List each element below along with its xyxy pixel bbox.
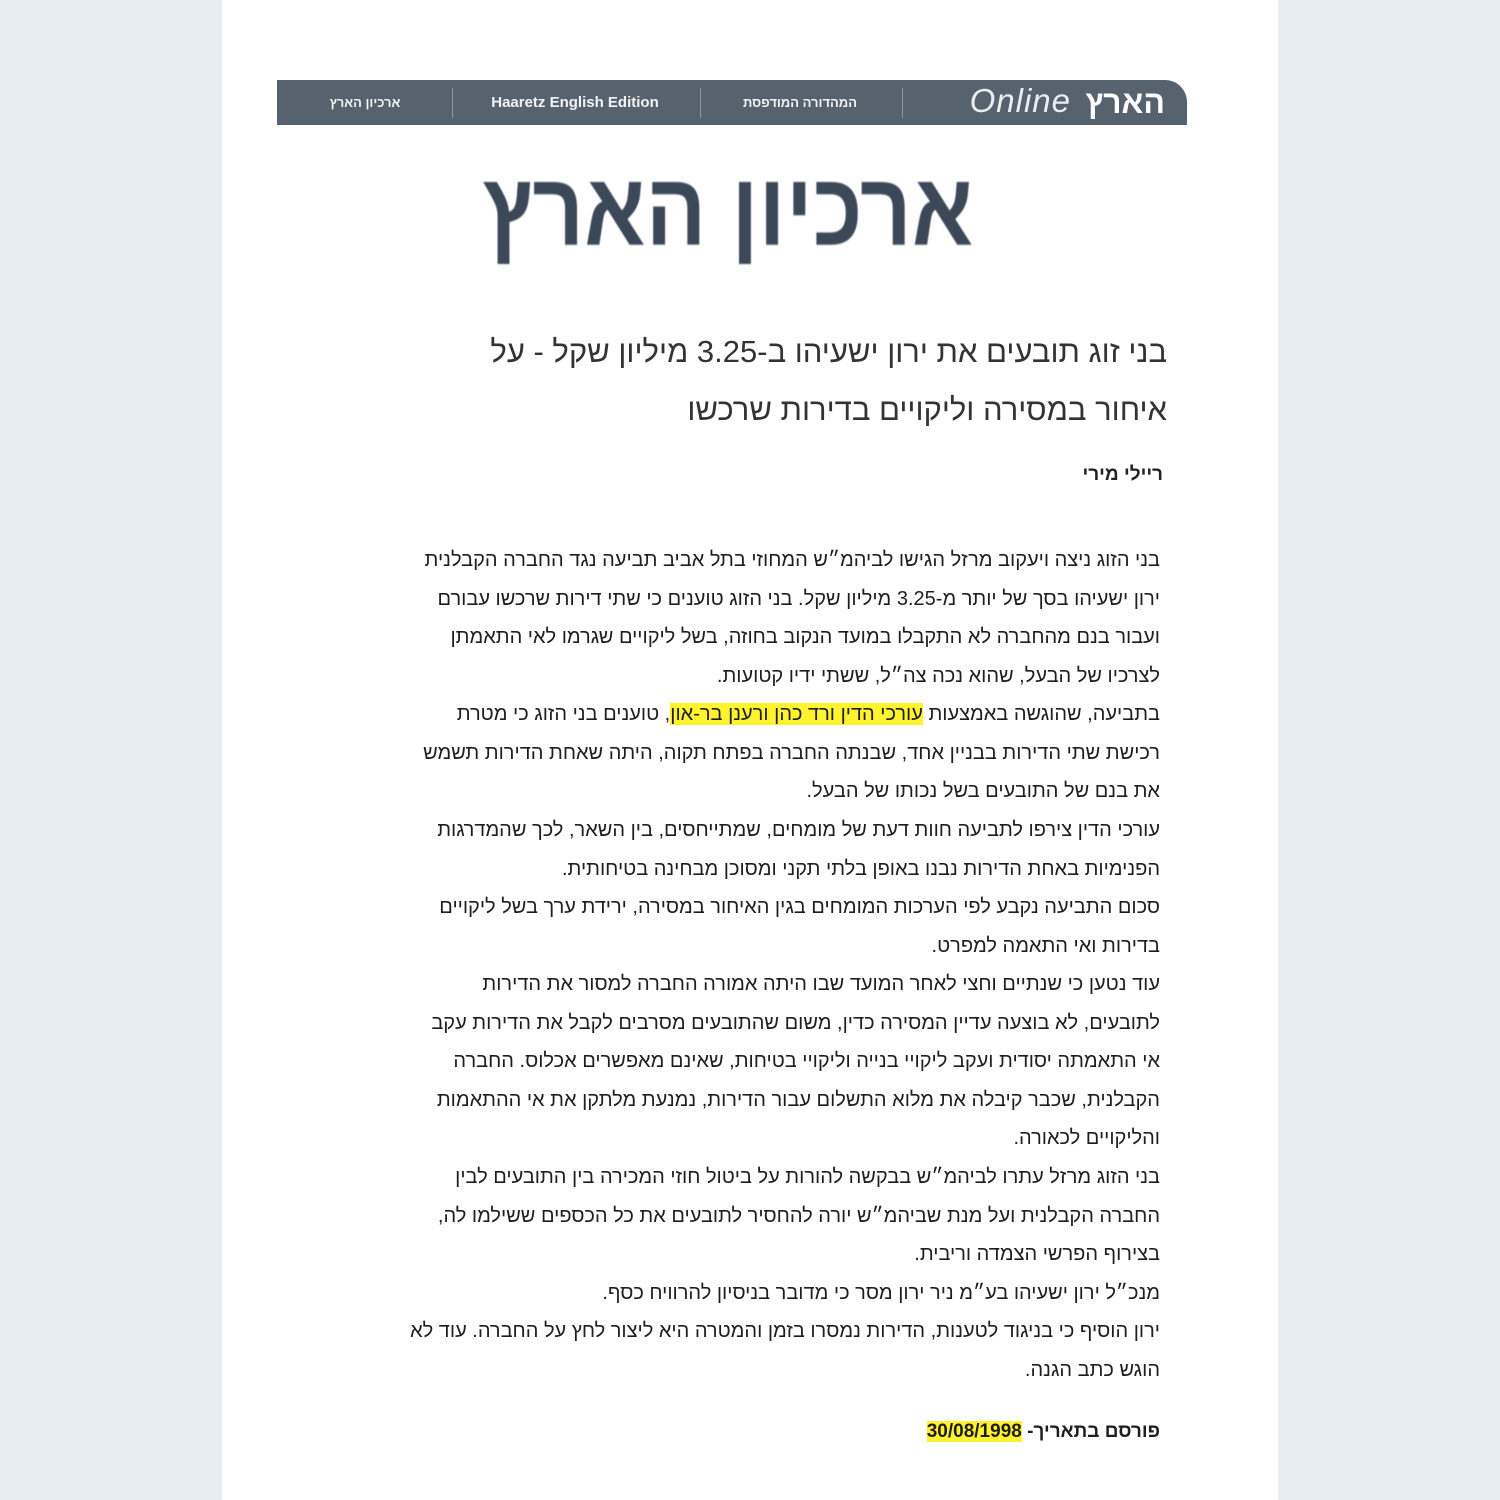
published-label: פורסם בתאריך- (1027, 1421, 1160, 1442)
body-line: החברה הקבלנית ועל מנת שביהמ״ש יורה להחסיר לתובעים את כל הכספים ששילמו לה, (437, 1204, 1160, 1227)
nav-separator (902, 88, 903, 118)
body-line: ועבור בנם מהחברה לא התקבלו במועד הנקוב בחוזה, בשל ליקויים שגרמו לאי התאמתן (450, 626, 1160, 649)
headline-line: בני זוג תובעים את ירון ישעיהו ב-3.25 מיליון שקל - על (490, 334, 1167, 369)
body-line: סכום התביעה נקבע לפי הערכות המומחים בגין האיחור במסירה, ירידת ערך בשל ליקויים (439, 896, 1160, 919)
body-line: לצרכיו של הבעל, שהוא נכה צה״ל, ששתי ידיו קטועות. (716, 664, 1160, 687)
nav-separator (452, 88, 453, 118)
article-body (260, 541, 1160, 1389)
body-line: מנכ״ל ירון ישעיהו בע״מ ניר ירון מסר כי מדובר בניסיון להרוויח כסף. (602, 1281, 1160, 1304)
archive-masthead-title: ארכיון הארץ (482, 152, 974, 268)
body-line: ירון ישעיהו בסך של יותר מ-3.25 מיליון שקל. בני הזוג טוענים כי שתי דירות שרכשו עבורם (437, 587, 1160, 610)
headline-line: איחור במסירה וליקויים בדירות שרכשו (687, 392, 1167, 427)
body-text-segment: בתביעה, שהוגשה באמצעות (922, 703, 1160, 726)
body-line: לתובעים, לא בוצעה עדיין המסירה כדין, משום שהתובעים מסרבים לקבל את הדירות עקב (431, 1011, 1160, 1034)
online-logo-text[interactable]: Online (969, 82, 1071, 119)
nav-link-archive[interactable]: ארכיון הארץ (329, 95, 401, 110)
highlighted-lawyers-names: עורכי הדין ורד כהן ורענן בר-און (670, 703, 923, 726)
article-headline (490, 323, 1167, 439)
nav-separator (700, 88, 701, 118)
body-line: בצירוף הפרשי הצמדה וריבית. (914, 1243, 1160, 1266)
body-line: עוד נטען כי שנתיים וחצי לאחר המועד שבו היתה אמורה החברה למסור את הדירות (482, 973, 1160, 996)
body-line: רכישת שתי הדירות בבניין אחד, שבנתה החברה בפתח תקוה, היתה שאחת הדירות תשמש (423, 741, 1160, 764)
article-author: ריילי מירי (1082, 464, 1163, 485)
body-line: אי התאמתה יסודית ועקב ליקויי בנייה וליקויי בטיחות, שאינם מאפשרים אכלוס. החברה (453, 1050, 1160, 1073)
body-line (260, 695, 1160, 734)
body-line: את בנם של התובעים בשל נכותו של הבעל. (806, 780, 1160, 803)
top-navigation-bar (277, 80, 1187, 125)
published-date-highlighted: 30/08/1998 (926, 1421, 1022, 1442)
nav-link-printed-edition[interactable]: המהדורה המודפסת (742, 95, 858, 110)
body-line: הפנימיות באחת הדירות נבנו באופן בלתי תקני ומסוכן מבחינה בטיחותית. (562, 857, 1160, 880)
body-line: ירון הוסיף כי בניגוד לטענות, הדירות נמסרו בזמן והמטרה היא ליצור לחץ על החברה. עוד לא (410, 1320, 1160, 1343)
nav-link-english-edition[interactable]: Haaretz English Edition (491, 94, 659, 111)
body-line: בני הזוג ניצה ויעקוב מרזל הגישו לביהמ״ש המחוזי בתל אביב תביעה נגד החברה הקבלנית (424, 549, 1160, 571)
body-line: הוגש כתב הגנה. (1024, 1358, 1160, 1381)
haaretz-logo[interactable]: הארץ (1085, 84, 1165, 120)
body-line: בני הזוג מרזל עתרו לביהמ״ש בבקשה להורות על ביטול חוזי המכירה בין התובעים לבין (455, 1166, 1160, 1188)
body-line: והליקויים לכאורה. (1013, 1127, 1160, 1150)
body-text-segment: , טוענים בני הזוג כי מטרת (456, 703, 671, 726)
body-line: עורכי הדין צירפו לתביעה חוות דעת של מומחים, שמתייחסים, בין השאר, לכך שהמדרגות (437, 818, 1160, 841)
publication-date-line (927, 1417, 1160, 1447)
body-line: הקבלנית, שכבר קיבלה את מלוא התשלום עבור הדירות, נמנעת מלתקן את אי ההתאמות (436, 1088, 1160, 1111)
body-line: בדירות ואי התאמה למפרט. (931, 934, 1160, 957)
